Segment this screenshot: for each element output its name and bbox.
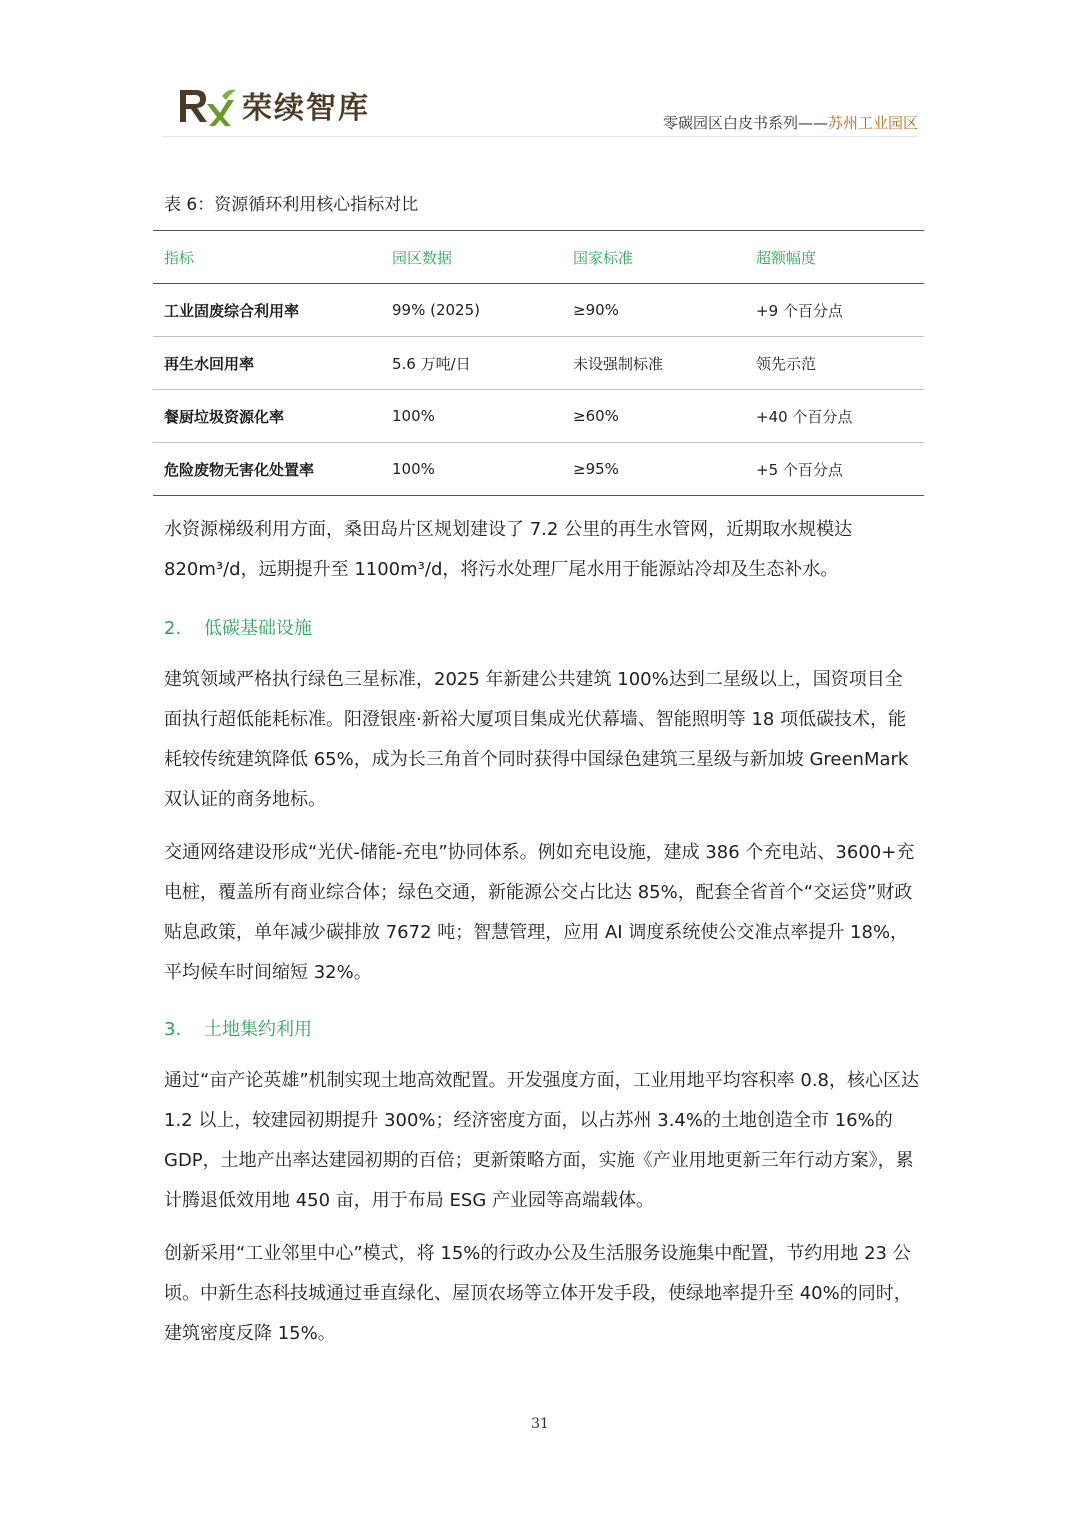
table-cell-national-standard: 未设强制标准 <box>562 337 745 390</box>
brand-logo <box>176 82 370 128</box>
series-accent: 苏州工业园区 <box>827 114 918 132</box>
table-cell-metric: 工业固废综合利用率 <box>153 284 381 337</box>
table-cell-metric: 再生水回用率 <box>153 337 381 390</box>
column-header-metric: 指标 <box>153 231 381 284</box>
paragraph-green-building: 建筑领域严格执行绿色三星标准，2025 年新建公共建筑 100%达到二星级以上，国资项目全面执行超低能耗标准。阳澄银座·新裕大厦项目集成光伏幕墙、智能照明等 18 项低碳技术，能耗较传统建筑降低 65%，成为长三角首个同时获得中国绿色建筑三星级与新加坡 GreenMark 双认证的商务地标。 <box>164 669 909 810</box>
table-cell-metric: 餐厨垃圾资源化率 <box>153 390 381 443</box>
table-row <box>153 443 924 496</box>
table-cell-national-standard: ≥60% <box>562 390 745 443</box>
table-cell-park-data: 5.6 万吨/日 <box>381 337 562 390</box>
page-number: 31 <box>531 1416 549 1432</box>
section-number: 2. <box>164 618 182 639</box>
brand-name: 荣续智库 <box>242 91 370 126</box>
paragraph-transport-network: 交通网络建设形成“光伏-储能-充电”协同体系。例如充电设施，建成 386 个充电站、3600+充电桩，覆盖所有商业综合体；绿色交通，新能源公交占比达 85%，配套全省首个“交运贷”财政贴息政策，单年减少碳排放 7672 吨；智慧管理，应用 AI 调度系统使公交准点率提升 18%，平均候车时间缩短 32%。 <box>164 842 915 983</box>
table-cell-national-standard: ≥95% <box>562 443 745 496</box>
table-cell-park-data: 100% <box>381 390 562 443</box>
header-divider <box>162 136 918 137</box>
table-cell-national-standard: ≥90% <box>562 284 745 337</box>
table-row <box>153 390 924 443</box>
table-row <box>153 284 924 337</box>
table-cell-excess: +40 个百分点 <box>745 390 924 443</box>
table-header-row <box>153 231 924 284</box>
table-cell-excess: 领先示范 <box>745 337 924 390</box>
table-cell-excess: +5 个百分点 <box>745 443 924 496</box>
table-cell-excess: +9 个百分点 <box>745 284 924 337</box>
indicator-table <box>153 230 924 496</box>
section-number: 3. <box>164 1019 182 1040</box>
logo-mark-icon <box>176 82 238 128</box>
series-title <box>663 112 918 133</box>
paragraph-land-efficiency: 通过“亩产论英雄”机制实现土地高效配置。开发强度方面，工业用地平均容积率 0.8，核心区达 1.2 以上，较建园初期提升 300%；经济密度方面，以占苏州 3.4%的土地创造全市 16%的 GDP，土地产出率达建园初期的百倍；更新策略方面，实施《产业用地更新三年行动方案》，累计腾退低效用地 450 亩，用于布局 ESG 产业园等高端载体。 <box>164 1070 919 1211</box>
section-title: 低碳基础设施 <box>204 618 312 639</box>
column-header-national-standard: 国家标准 <box>562 231 745 284</box>
table-caption: 表 6：资源循环利用核心指标对比 <box>164 195 419 215</box>
column-header-excess: 超额幅度 <box>745 231 924 284</box>
paragraph-industrial-neighborhood: 创新采用“工业邻里中心”模式，将 15%的行政办公及生活服务设施集中配置，节约用地 23 公顷。中新生态科技城通过垂直绿化、屋顶农场等立体开发手段，使绿地率提升至 40%的同时，建筑密度反降 15%。 <box>164 1243 912 1344</box>
column-header-park-data: 园区数据 <box>381 231 562 284</box>
table-cell-park-data: 100% <box>381 443 562 496</box>
section-title: 土地集约利用 <box>204 1019 312 1040</box>
table-cell-metric: 危险废物无害化处置率 <box>153 443 381 496</box>
table-row <box>153 337 924 390</box>
paragraph-water-reuse: 水资源梯级利用方面，桑田岛片区规划建设了 7.2 公里的再生水管网，近期取水规模达 820m³/d，远期提升至 1100m³/d，将污水处理厂尾水用于能源站冷却及生态补水。 <box>164 519 853 580</box>
section-heading-low-carbon-infrastructure <box>164 614 312 640</box>
series-prefix: 零碳园区白皮书系列—— <box>662 114 828 132</box>
section-heading-land-use <box>164 1015 312 1041</box>
table-cell-park-data: 99% (2025) <box>381 284 562 337</box>
